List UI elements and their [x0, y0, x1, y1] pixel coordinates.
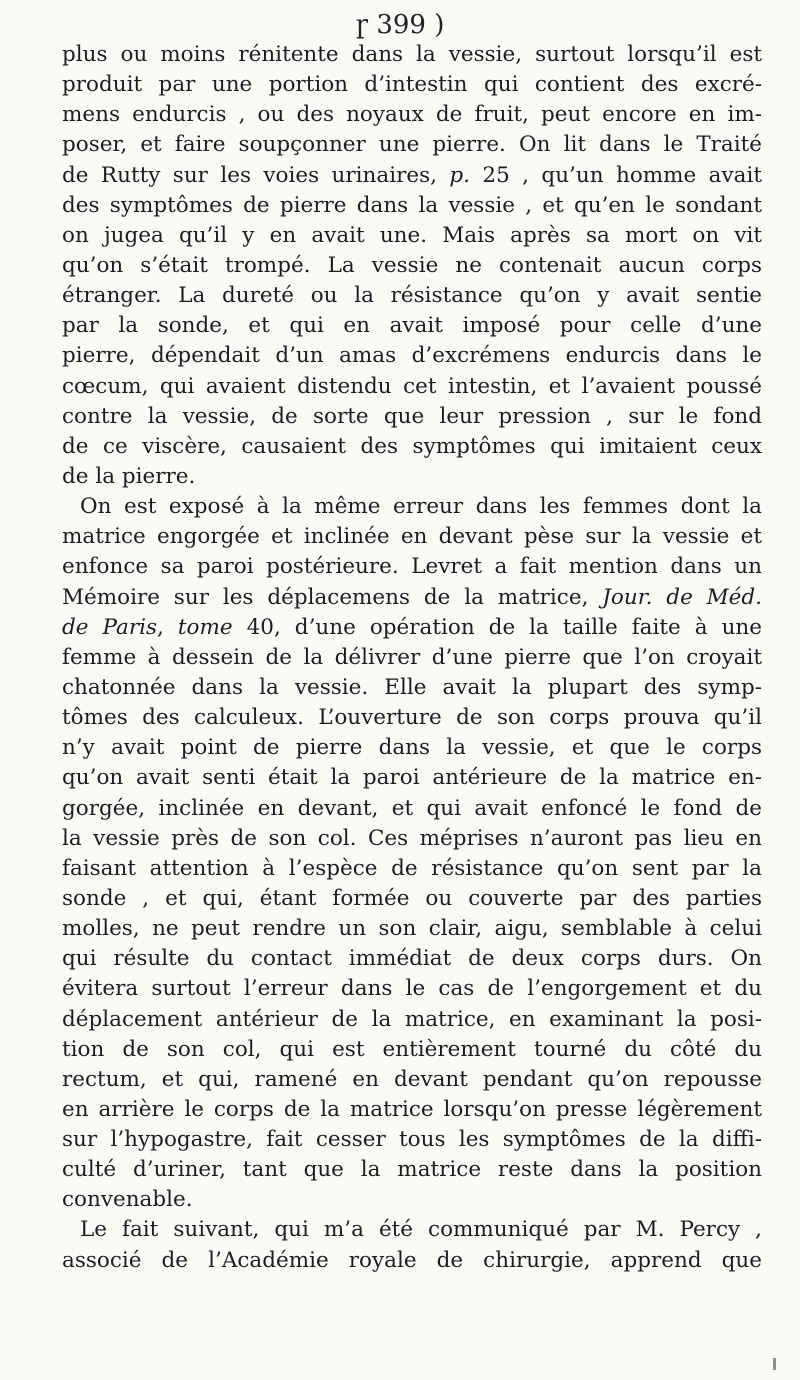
text-line: tion de son col, qui est entièrement tourné du côté du [62, 1036, 762, 1062]
italic-reference: de Paris [62, 614, 158, 640]
body-text [62, 40, 762, 1276]
text-line: femme à dessein de la délivrer d’une pierre que l’on croyait [62, 644, 762, 670]
italic-reference: Jour. de Méd. [602, 584, 762, 610]
page-number: ɼ 399 ) [355, 10, 445, 40]
text-line: gorgée, inclinée en devant, et qui avait enfoncé le fond de [62, 795, 762, 821]
paragraph-start-line: Le fait suivant, qui m’a été communiqué par M. Percy , [80, 1217, 762, 1243]
text-line: chatonnée dans la vessie. Elle avait la plupart des symp- [62, 674, 762, 700]
text-line: de Paris, tome 40, d’une opération de la taille faite à une [62, 614, 763, 640]
text-line: culté d’uriner, tant que la matrice reste dans la position [62, 1157, 762, 1183]
text-line: de la pierre. [62, 463, 196, 489]
text-line: qui résulte du contact immédiat de deux corps durs. On [62, 946, 762, 972]
text-line: enfonce sa paroi postérieure. Levret a fait mention dans un [62, 554, 762, 580]
text-line: sur l’hypogastre, fait cesser tous les symptômes de la diffi- [62, 1127, 762, 1153]
text-line: étranger. La dureté ou la résistance qu’on y avait sentie [62, 283, 762, 309]
text-line: par la sonde, et qui en avait imposé pour celle d’une [62, 313, 762, 339]
paragraph-start-line: On est exposé à la même erreur dans les femmes dont la [80, 494, 762, 520]
text-line: sonde , et qui, étant formée ou couverte par des parties [62, 885, 762, 911]
text-line: qu’on s’était trompé. La vessie ne contenait aucun corps [62, 252, 762, 278]
text-line: déplacement antérieur de la matrice, en examinant la posi- [62, 1006, 762, 1032]
italic-reference: p. [449, 162, 470, 188]
text-line: rectum, et qui, ramené en devant pendant qu’on repousse [62, 1066, 762, 1092]
text-line: faisant attention à l’espèce de résistance qu’on sent par la [62, 855, 762, 881]
italic-reference: tome [177, 614, 233, 640]
stray-ink-mark [773, 1358, 776, 1370]
text-line: cœcum, qui avaient distendu cet intestin, et l’avaient poussé [62, 373, 762, 399]
text-line: molles, ne peut rendre un son clair, aigu, semblable à celui [62, 916, 762, 942]
text-line: Mémoire sur les déplacemens de la matrice, Jour. de Méd. [62, 584, 762, 610]
text-line: la vessie près de son col. Ces méprises n’auront pas lieu en [62, 825, 762, 851]
text-line: tômes des calculeux. L’ouverture de son corps prouva qu’il [62, 705, 762, 731]
text-line: de ce viscère, causaient des symptômes qui imitaient ceux [62, 433, 762, 459]
text-line: en arrière le corps de la matrice lorsqu’on presse légèrement [62, 1096, 762, 1122]
text-line: convenable. [62, 1187, 193, 1213]
text-line: évitera surtout l’erreur dans le cas de l’engorgement et du [62, 976, 762, 1002]
text-line: produit par une portion d’intestin qui contient des excré- [62, 72, 762, 98]
text-line: matrice engorgée et inclinée en devant pèse sur la vessie et [62, 524, 762, 550]
text-line: pierre, dépendait d’un amas d’excrémens endurcis dans le [62, 343, 762, 369]
text-line: mens endurcis , ou des noyaux de fruit, peut encore en im- [62, 102, 762, 128]
text-line: contre la vessie, de sorte que leur pression , sur le fond [62, 403, 762, 429]
text-line: n’y avait point de pierre dans la vessie, et que le corps [62, 735, 762, 761]
text-line: qu’on avait senti était la paroi antérieure de la matrice en- [62, 765, 762, 791]
text-line: des symptômes de pierre dans la vessie , et qu’en le sondant [62, 192, 762, 218]
text-line: plus ou moins rénitente dans la vessie, surtout lorsqu’il est [62, 42, 762, 67]
text-line: associé de l’Académie royale de chirurgie, apprend que [62, 1247, 762, 1273]
text-line: poser, et faire soupçonner une pierre. On lit dans le Traité [62, 132, 762, 158]
text-line: on jugea qu’il y en avait une. Mais après sa mort on vit [62, 222, 762, 248]
text-line: de Rutty sur les voies urinaires, p. 25 , qu’un homme avait [62, 162, 762, 188]
